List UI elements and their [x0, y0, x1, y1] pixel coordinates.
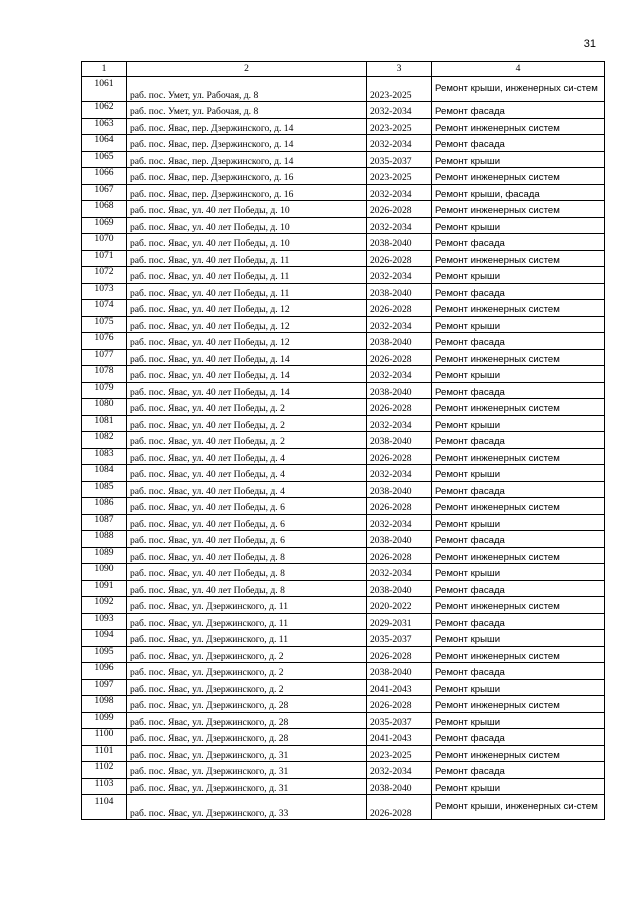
- address-cell: раб. пос. Явас, ул. 40 лет Победы, д. 10: [127, 201, 367, 218]
- address-cell: раб. пос. Явас, ул. Дзержинского, д. 31: [127, 778, 367, 795]
- period-cell: 2032-2034: [367, 514, 432, 531]
- period-cell: 2026-2028: [367, 448, 432, 465]
- table-row: [82, 399, 605, 416]
- address-cell: раб. пос. Явас, ул. 40 лет Победы, д. 11: [127, 250, 367, 267]
- address-cell: раб. пос. Явас, ул. Дзержинского, д. 2: [127, 663, 367, 680]
- row-number-cell: 1099: [82, 712, 127, 729]
- row-number-cell: 1088: [82, 531, 127, 548]
- table-row: [82, 349, 605, 366]
- row-number-cell: 1096: [82, 663, 127, 680]
- table-row: [82, 250, 605, 267]
- row-number-cell: 1089: [82, 547, 127, 564]
- table-row: [82, 630, 605, 647]
- work-type-cell: Ремонт инженерных систем: [432, 349, 605, 366]
- period-cell: 2023-2025: [367, 745, 432, 762]
- period-cell: 2038-2040: [367, 580, 432, 597]
- table-row: [82, 597, 605, 614]
- period-cell: 2032-2034: [367, 366, 432, 383]
- period-cell: 2032-2034: [367, 217, 432, 234]
- table-row: [82, 283, 605, 300]
- table-row: [82, 481, 605, 498]
- address-cell: раб. пос. Явас, ул. 40 лет Победы, д. 2: [127, 399, 367, 416]
- table-row: [82, 316, 605, 333]
- period-cell: 2035-2037: [367, 151, 432, 168]
- period-cell: 2020-2022: [367, 597, 432, 614]
- address-cell: раб. пос. Явас, ул. 40 лет Победы, д. 11: [127, 267, 367, 284]
- row-number-cell: 1083: [82, 448, 127, 465]
- row-number-cell: 1064: [82, 135, 127, 152]
- period-cell: 2038-2040: [367, 283, 432, 300]
- table-row: [82, 168, 605, 185]
- row-number-cell: 1077: [82, 349, 127, 366]
- table-row: [82, 679, 605, 696]
- period-cell: 2026-2028: [367, 300, 432, 317]
- row-number-cell: 1062: [82, 102, 127, 119]
- work-type-cell: Ремонт фасада: [432, 333, 605, 350]
- work-type-cell: Ремонт инженерных систем: [432, 399, 605, 416]
- period-cell: 2023-2025: [367, 118, 432, 135]
- table-row: [82, 415, 605, 432]
- work-type-cell: Ремонт инженерных систем: [432, 547, 605, 564]
- table-row: [82, 300, 605, 317]
- table-row: [82, 448, 605, 465]
- row-number-cell: 1066: [82, 168, 127, 185]
- work-type-cell: Ремонт инженерных систем: [432, 250, 605, 267]
- period-cell: 2041-2043: [367, 679, 432, 696]
- address-cell: раб. пос. Умет, ул. Рабочая, д. 8: [127, 102, 367, 119]
- row-number-cell: 1080: [82, 399, 127, 416]
- work-type-cell: Ремонт фасада: [432, 613, 605, 630]
- table-header-row: [82, 62, 605, 77]
- column-header-4: 4: [432, 62, 605, 77]
- row-number-cell: 1094: [82, 630, 127, 647]
- table-row: [82, 696, 605, 713]
- work-type-cell: Ремонт фасада: [432, 531, 605, 548]
- period-cell: 2026-2028: [367, 795, 432, 820]
- period-cell: 2032-2034: [367, 102, 432, 119]
- period-cell: 2032-2034: [367, 316, 432, 333]
- work-type-cell: Ремонт инженерных систем: [432, 168, 605, 185]
- row-number-cell: 1093: [82, 613, 127, 630]
- row-number-cell: 1087: [82, 514, 127, 531]
- table-row: [82, 432, 605, 449]
- period-cell: 2038-2040: [367, 778, 432, 795]
- work-type-cell: Ремонт фасада: [432, 729, 605, 746]
- table-row: [82, 151, 605, 168]
- repair-schedule-table: [81, 61, 605, 820]
- address-cell: раб. пос. Явас, ул. 40 лет Победы, д. 14: [127, 366, 367, 383]
- table-row: [82, 778, 605, 795]
- address-cell: раб. пос. Явас, ул. Дзержинского, д. 31: [127, 745, 367, 762]
- period-cell: 2026-2028: [367, 201, 432, 218]
- address-cell: раб. пос. Явас, ул. 40 лет Победы, д. 4: [127, 481, 367, 498]
- period-cell: 2032-2034: [367, 267, 432, 284]
- work-type-cell: Ремонт инженерных систем: [432, 745, 605, 762]
- work-type-cell: Ремонт фасада: [432, 382, 605, 399]
- work-type-cell: Ремонт инженерных систем: [432, 448, 605, 465]
- table-row: [82, 382, 605, 399]
- row-number-cell: 1061: [82, 77, 127, 102]
- work-type-cell: Ремонт фасада: [432, 580, 605, 597]
- work-type-cell: Ремонт крыши: [432, 630, 605, 647]
- period-cell: 2023-2025: [367, 168, 432, 185]
- address-cell: раб. пос. Явас, ул. 40 лет Победы, д. 2: [127, 415, 367, 432]
- table-row: [82, 729, 605, 746]
- address-cell: раб. пос. Явас, ул. Дзержинского, д. 28: [127, 696, 367, 713]
- work-type-cell: Ремонт крыши: [432, 415, 605, 432]
- address-cell: раб. пос. Явас, ул. Дзержинского, д. 11: [127, 630, 367, 647]
- page-number: 31: [583, 38, 596, 50]
- table-row: [82, 795, 605, 820]
- table-row: [82, 267, 605, 284]
- address-cell: раб. пос. Явас, пер. Дзержинского, д. 14: [127, 151, 367, 168]
- row-number-cell: 1068: [82, 201, 127, 218]
- period-cell: 2023-2025: [367, 77, 432, 102]
- work-type-cell: Ремонт фасада: [432, 283, 605, 300]
- period-cell: 2026-2028: [367, 399, 432, 416]
- address-cell: раб. пос. Умет, ул. Рабочая, д. 8: [127, 77, 367, 102]
- row-number-cell: 1075: [82, 316, 127, 333]
- work-type-cell: Ремонт крыши: [432, 712, 605, 729]
- table-row: [82, 201, 605, 218]
- table-row: [82, 663, 605, 680]
- row-number-cell: 1069: [82, 217, 127, 234]
- row-number-cell: 1078: [82, 366, 127, 383]
- table-row: [82, 762, 605, 779]
- period-cell: 2038-2040: [367, 333, 432, 350]
- address-cell: раб. пос. Явас, ул. 40 лет Победы, д. 10: [127, 234, 367, 251]
- address-cell: раб. пос. Явас, ул. 40 лет Победы, д. 2: [127, 432, 367, 449]
- address-cell: раб. пос. Явас, пер. Дзержинского, д. 16: [127, 184, 367, 201]
- row-number-cell: 1067: [82, 184, 127, 201]
- address-cell: раб. пос. Явас, ул. 40 лет Победы, д. 4: [127, 448, 367, 465]
- row-number-cell: 1065: [82, 151, 127, 168]
- period-cell: 2041-2043: [367, 729, 432, 746]
- work-type-cell: Ремонт фасада: [432, 762, 605, 779]
- address-cell: раб. пос. Явас, ул. 40 лет Победы, д. 12: [127, 300, 367, 317]
- row-number-cell: 1095: [82, 646, 127, 663]
- row-number-cell: 1072: [82, 267, 127, 284]
- table-row: [82, 745, 605, 762]
- row-number-cell: 1103: [82, 778, 127, 795]
- period-cell: 2032-2034: [367, 465, 432, 482]
- row-number-cell: 1090: [82, 564, 127, 581]
- table-row: [82, 366, 605, 383]
- row-number-cell: 1074: [82, 300, 127, 317]
- address-cell: раб. пос. Явас, ул. 40 лет Победы, д. 10: [127, 217, 367, 234]
- row-number-cell: 1104: [82, 795, 127, 820]
- period-cell: 2032-2034: [367, 135, 432, 152]
- table-row: [82, 613, 605, 630]
- table-row: [82, 135, 605, 152]
- period-cell: 2026-2028: [367, 250, 432, 267]
- work-type-cell: Ремонт крыши: [432, 316, 605, 333]
- period-cell: 2026-2028: [367, 498, 432, 515]
- column-header-1: 1: [82, 62, 127, 77]
- address-cell: раб. пос. Явас, ул. Дзержинского, д. 2: [127, 679, 367, 696]
- period-cell: 2026-2028: [367, 646, 432, 663]
- address-cell: раб. пос. Явас, ул. Дзержинского, д. 31: [127, 762, 367, 779]
- work-type-cell: Ремонт инженерных систем: [432, 597, 605, 614]
- address-cell: раб. пос. Явас, ул. 40 лет Победы, д. 8: [127, 580, 367, 597]
- table-row: [82, 465, 605, 482]
- address-cell: раб. пос. Явас, ул. Дзержинского, д. 2: [127, 646, 367, 663]
- address-cell: раб. пос. Явас, пер. Дзержинского, д. 14: [127, 135, 367, 152]
- period-cell: 2038-2040: [367, 531, 432, 548]
- row-number-cell: 1070: [82, 234, 127, 251]
- period-cell: 2032-2034: [367, 415, 432, 432]
- work-type-cell: Ремонт фасада: [432, 234, 605, 251]
- row-number-cell: 1100: [82, 729, 127, 746]
- address-cell: раб. пос. Явас, ул. Дзержинского, д. 28: [127, 729, 367, 746]
- table-row: [82, 77, 605, 102]
- table-row: [82, 580, 605, 597]
- row-number-cell: 1086: [82, 498, 127, 515]
- work-type-cell: Ремонт крыши, инженерных си-стем: [432, 77, 605, 102]
- address-cell: раб. пос. Явас, ул. Дзержинского, д. 33: [127, 795, 367, 820]
- work-type-cell: Ремонт фасада: [432, 102, 605, 119]
- row-number-cell: 1102: [82, 762, 127, 779]
- work-type-cell: Ремонт крыши: [432, 778, 605, 795]
- table-row: [82, 646, 605, 663]
- address-cell: раб. пос. Явас, ул. 40 лет Победы, д. 14: [127, 382, 367, 399]
- row-number-cell: 1071: [82, 250, 127, 267]
- address-cell: раб. пос. Явас, ул. Дзержинского, д. 11: [127, 597, 367, 614]
- address-cell: раб. пос. Явас, ул. 40 лет Победы, д. 8: [127, 547, 367, 564]
- row-number-cell: 1084: [82, 465, 127, 482]
- work-type-cell: Ремонт крыши: [432, 217, 605, 234]
- address-cell: раб. пос. Явас, ул. 40 лет Победы, д. 4: [127, 465, 367, 482]
- work-type-cell: Ремонт крыши: [432, 151, 605, 168]
- period-cell: 2026-2028: [367, 547, 432, 564]
- table-row: [82, 118, 605, 135]
- address-cell: раб. пос. Явас, пер. Дзержинского, д. 14: [127, 118, 367, 135]
- work-type-cell: Ремонт крыши: [432, 564, 605, 581]
- period-cell: 2032-2034: [367, 762, 432, 779]
- work-type-cell: Ремонт крыши: [432, 267, 605, 284]
- table-row: [82, 217, 605, 234]
- row-number-cell: 1091: [82, 580, 127, 597]
- address-cell: раб. пос. Явас, ул. Дзержинского, д. 28: [127, 712, 367, 729]
- work-type-cell: Ремонт крыши, фасада: [432, 184, 605, 201]
- period-cell: 2035-2037: [367, 712, 432, 729]
- row-number-cell: 1085: [82, 481, 127, 498]
- period-cell: 2038-2040: [367, 382, 432, 399]
- work-type-cell: Ремонт инженерных систем: [432, 696, 605, 713]
- row-number-cell: 1098: [82, 696, 127, 713]
- row-number-cell: 1081: [82, 415, 127, 432]
- table-row: [82, 514, 605, 531]
- row-number-cell: 1076: [82, 333, 127, 350]
- table-row: [82, 547, 605, 564]
- address-cell: раб. пос. Явас, ул. 40 лет Победы, д. 11: [127, 283, 367, 300]
- address-cell: раб. пос. Явас, ул. 40 лет Победы, д. 6: [127, 514, 367, 531]
- work-type-cell: Ремонт фасада: [432, 663, 605, 680]
- table-row: [82, 498, 605, 515]
- address-cell: раб. пос. Явас, ул. Дзержинского, д. 11: [127, 613, 367, 630]
- row-number-cell: 1073: [82, 283, 127, 300]
- period-cell: 2032-2034: [367, 184, 432, 201]
- row-number-cell: 1092: [82, 597, 127, 614]
- period-cell: 2038-2040: [367, 432, 432, 449]
- table-row: [82, 333, 605, 350]
- row-number-cell: 1079: [82, 382, 127, 399]
- work-type-cell: Ремонт крыши: [432, 465, 605, 482]
- period-cell: 2026-2028: [367, 696, 432, 713]
- row-number-cell: 1097: [82, 679, 127, 696]
- column-header-2: 2: [127, 62, 367, 77]
- table-row: [82, 564, 605, 581]
- work-type-cell: Ремонт крыши: [432, 514, 605, 531]
- row-number-cell: 1082: [82, 432, 127, 449]
- table-row: [82, 531, 605, 548]
- work-type-cell: Ремонт инженерных систем: [432, 201, 605, 218]
- work-type-cell: Ремонт фасада: [432, 481, 605, 498]
- period-cell: 2029-2031: [367, 613, 432, 630]
- work-type-cell: Ремонт фасада: [432, 432, 605, 449]
- period-cell: 2038-2040: [367, 663, 432, 680]
- work-type-cell: Ремонт инженерных систем: [432, 300, 605, 317]
- table-row: [82, 184, 605, 201]
- table-row: [82, 234, 605, 251]
- address-cell: раб. пос. Явас, ул. 40 лет Победы, д. 14: [127, 349, 367, 366]
- address-cell: раб. пос. Явас, ул. 40 лет Победы, д. 6: [127, 498, 367, 515]
- address-cell: раб. пос. Явас, ул. 40 лет Победы, д. 6: [127, 531, 367, 548]
- period-cell: 2038-2040: [367, 481, 432, 498]
- table-row: [82, 712, 605, 729]
- work-type-cell: Ремонт крыши: [432, 366, 605, 383]
- work-type-cell: Ремонт инженерных систем: [432, 498, 605, 515]
- period-cell: 2026-2028: [367, 349, 432, 366]
- period-cell: 2032-2034: [367, 564, 432, 581]
- address-cell: раб. пос. Явас, ул. 40 лет Победы, д. 12: [127, 333, 367, 350]
- row-number-cell: 1063: [82, 118, 127, 135]
- address-cell: раб. пос. Явас, пер. Дзержинского, д. 16: [127, 168, 367, 185]
- address-cell: раб. пос. Явас, ул. 40 лет Победы, д. 12: [127, 316, 367, 333]
- work-type-cell: Ремонт крыши, инженерных си-стем: [432, 795, 605, 820]
- work-type-cell: Ремонт инженерных систем: [432, 646, 605, 663]
- work-type-cell: Ремонт инженерных систем: [432, 118, 605, 135]
- work-type-cell: Ремонт фасада: [432, 135, 605, 152]
- row-number-cell: 1101: [82, 745, 127, 762]
- table-row: [82, 102, 605, 119]
- period-cell: 2035-2037: [367, 630, 432, 647]
- period-cell: 2038-2040: [367, 234, 432, 251]
- work-type-cell: Ремонт крыши: [432, 679, 605, 696]
- column-header-3: 3: [367, 62, 432, 77]
- address-cell: раб. пос. Явас, ул. 40 лет Победы, д. 8: [127, 564, 367, 581]
